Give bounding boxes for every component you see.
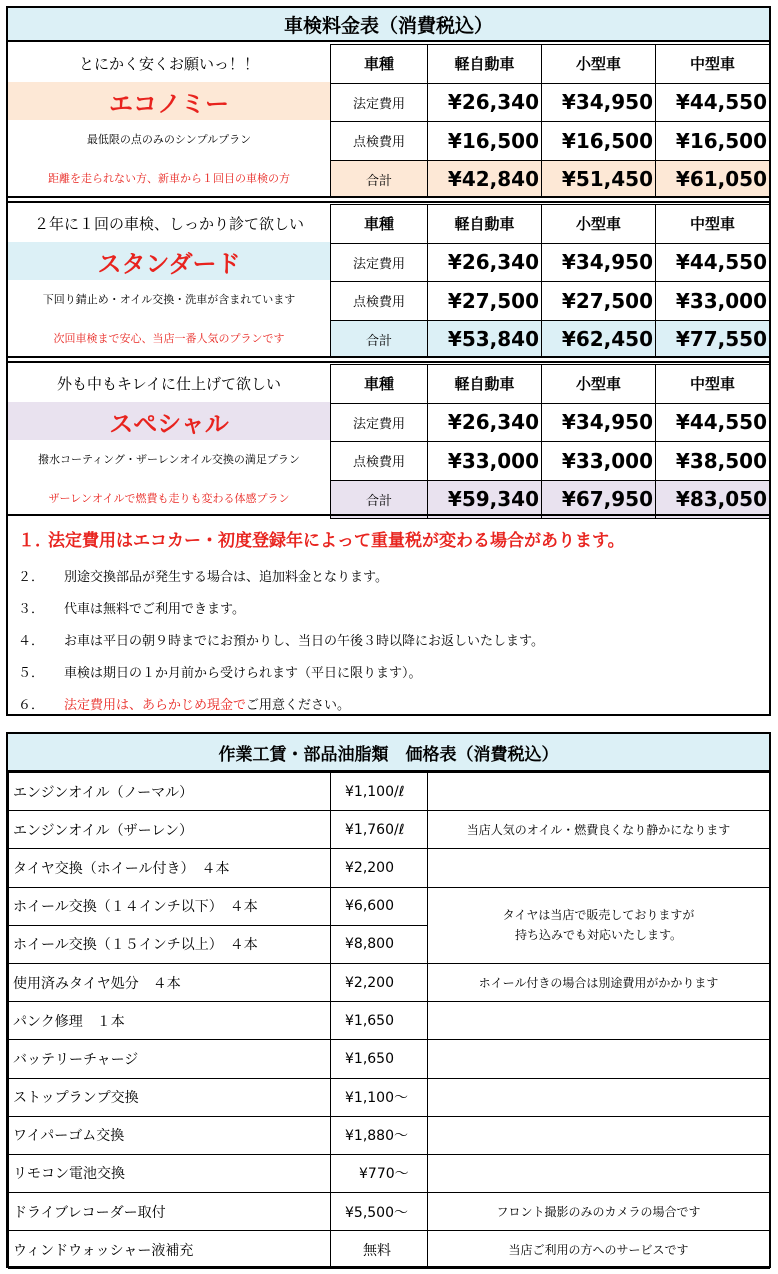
row-label: 点検費用 (331, 122, 428, 161)
item-name: ドライブレコーダー取付 (9, 1193, 331, 1231)
item-price: ¥1,100～ (331, 1078, 428, 1116)
notes-list (8, 514, 769, 714)
column-header: 小型車 (542, 45, 656, 84)
price-cell: ¥34,950 (542, 403, 656, 442)
item-name: ホイール交換（１５インチ以上） ４本 (9, 925, 331, 963)
column-header: 中型車 (656, 45, 770, 84)
item-memo: ホイール付きの場合は別途費用がかかります (428, 963, 770, 1001)
price-cell: ¥27,500 (542, 282, 656, 321)
plan-note: ザーレンオイルで燃費も走りも変わる体感プラン (48, 492, 290, 505)
table-row (9, 1002, 770, 1040)
fee-row (331, 83, 770, 122)
plan-name: スタンダード (8, 242, 330, 280)
plan-block (8, 364, 769, 518)
plan-price-table (330, 44, 770, 199)
column-header: 中型車 (656, 205, 770, 244)
item-name: タイヤ交換（ホイール付き） ４本 (9, 849, 331, 887)
price-cell: ¥53,840 (428, 320, 542, 359)
item-name: ワイパーゴム交換 (9, 1116, 331, 1154)
item-memo (428, 1040, 770, 1078)
note-number: ２． (18, 570, 45, 585)
fee-row (331, 403, 770, 442)
column-header: 車種 (331, 365, 428, 404)
note-number: ４． (18, 634, 45, 649)
item-memo (428, 1002, 770, 1040)
price-cell: ¥61,050 (656, 160, 770, 199)
item-price: ¥1,650 (331, 1002, 428, 1040)
fee-row (331, 282, 770, 321)
price-cell: ¥26,340 (428, 83, 542, 122)
item-name: ウィンドウォッシャー液補充 (9, 1231, 331, 1269)
item-memo: 当店人気のオイル・燃費良くなり静かになります (428, 811, 770, 849)
price-cell: ¥26,340 (428, 403, 542, 442)
plan-info (8, 44, 330, 198)
price-cell: ¥16,500 (542, 122, 656, 161)
item-price: 無料 (331, 1231, 428, 1269)
item-price: ¥1,880～ (331, 1116, 428, 1154)
plan-tagline: 外も中もキレイに仕上げて欲しい (56, 374, 282, 393)
note-text: 代車は無料でご利用できます。 (64, 602, 245, 617)
plan-description: 撥水コーティング・ザーレンオイル交換の満足プラン (38, 453, 300, 466)
note-item (18, 598, 245, 617)
item-price: ¥2,200 (331, 963, 428, 1001)
total-row (331, 160, 770, 199)
plan-name: スペシャル (8, 402, 330, 440)
table-header-row (331, 365, 770, 404)
plan-price-table (330, 204, 770, 359)
inspection-title: 車検料金表（消費税込） (8, 8, 769, 42)
price-cell: ¥16,500 (428, 122, 542, 161)
price-cell: ¥51,450 (542, 160, 656, 199)
price-cell: ¥44,550 (656, 243, 770, 282)
fee-row (331, 122, 770, 161)
item-price: ¥6,600 (331, 887, 428, 925)
table-row (9, 849, 770, 887)
row-label: 合計 (331, 320, 428, 359)
table-row (9, 963, 770, 1001)
item-price: ¥1,650 (331, 1040, 428, 1078)
plan-divider (8, 196, 769, 203)
item-memo (428, 1078, 770, 1116)
item-price: ¥1,760/ℓ (331, 811, 428, 849)
note-text: 法定費用はエコカー・初度登録年によって重量税が変わる場合があります。 (48, 531, 625, 551)
column-header: 車種 (331, 205, 428, 244)
item-memo (428, 1116, 770, 1154)
note-text: 車検は期日の１か月前から受けられます（平日に限ります）。 (64, 666, 422, 681)
price-cell: ¥83,050 (656, 480, 770, 519)
item-memo (428, 1154, 770, 1192)
plan-description: 最低限の点のみのシンプルプラン (86, 133, 252, 146)
table-row (9, 1193, 770, 1231)
column-header: 車種 (331, 45, 428, 84)
price-cell: ¥59,340 (428, 480, 542, 519)
price-cell: ¥33,000 (542, 442, 656, 481)
item-name: パンク修理 １本 (9, 1002, 331, 1040)
plan-block (8, 204, 769, 358)
price-cell: ¥34,950 (542, 83, 656, 122)
item-name: ホイール交換（１４インチ以下） ４本 (9, 887, 331, 925)
plan-note: 次回車検まで安心、当店一番人気のプランです (53, 332, 285, 345)
inspection-price-section (6, 6, 771, 716)
note-text: ご用意ください。 (246, 698, 351, 713)
price-cell: ¥42,840 (428, 160, 542, 199)
row-label: 法定費用 (331, 243, 428, 282)
row-label: 合計 (331, 480, 428, 519)
note-emphasis: 法定費用は、あらかじめ現金で (64, 698, 247, 713)
item-name: ストップランプ交換 (9, 1078, 331, 1116)
note-item (18, 694, 350, 713)
table-row (9, 1040, 770, 1078)
item-memo (428, 773, 770, 811)
table-row (9, 1154, 770, 1192)
parts-table (8, 772, 770, 1269)
item-name: 使用済みタイヤ処分 ４本 (9, 963, 331, 1001)
note-item (18, 526, 625, 551)
price-cell: ¥67,950 (542, 480, 656, 519)
table-header-row (331, 205, 770, 244)
plan-tagline: ２年に１回の車検、しっかり診て欲しい (33, 214, 304, 233)
price-cell: ¥62,450 (542, 320, 656, 359)
fee-row (331, 243, 770, 282)
note-number: ３． (18, 602, 45, 617)
row-label: 点検費用 (331, 442, 428, 481)
item-name: エンジンオイル（ノーマル） (9, 773, 331, 811)
plan-divider (8, 356, 769, 363)
column-header: 軽自動車 (428, 365, 542, 404)
note-item (18, 566, 388, 585)
plan-description: 下回り錆止め・オイル交換・洗車が含まれています (42, 293, 296, 306)
note-number: ５． (18, 666, 45, 681)
item-name: エンジンオイル（ザーレン） (9, 811, 331, 849)
total-row (331, 320, 770, 359)
row-label: 法定費用 (331, 403, 428, 442)
fee-row (331, 442, 770, 481)
plan-price-table (330, 364, 770, 519)
plan-note: 距離を走られない方、新車から１回目の車検の方 (48, 172, 290, 185)
price-cell: ¥26,340 (428, 243, 542, 282)
parts-price-section (6, 732, 771, 1268)
price-cell: ¥77,550 (656, 320, 770, 359)
price-cell: ¥33,000 (656, 282, 770, 321)
total-row (331, 480, 770, 519)
item-name: リモコン電池交換 (9, 1154, 331, 1192)
table-header-row (331, 45, 770, 84)
price-cell: ¥44,550 (656, 83, 770, 122)
note-item (18, 662, 422, 681)
plan-block (8, 44, 769, 198)
table-row (9, 1231, 770, 1269)
item-memo: 当店ご利用の方へのサービスです (428, 1231, 770, 1269)
price-cell: ¥44,550 (656, 403, 770, 442)
item-memo: フロント撮影のみのカメラの場合です (428, 1193, 770, 1231)
table-row (9, 887, 770, 925)
item-memo: タイヤは当店で販売しておりますが 持ち込みでも対応いたします。 (428, 887, 770, 963)
item-name: バッテリーチャージ (9, 1040, 331, 1078)
row-label: 法定費用 (331, 83, 428, 122)
column-header: 小型車 (542, 365, 656, 404)
item-price: ¥2,200 (331, 849, 428, 887)
item-price: ¥770～ (331, 1154, 428, 1192)
item-price: ¥1,100/ℓ (331, 773, 428, 811)
plan-name: エコノミー (8, 82, 330, 120)
row-label: 合計 (331, 160, 428, 199)
item-price: ¥8,800 (331, 925, 428, 963)
price-cell: ¥38,500 (656, 442, 770, 481)
price-cell: ¥33,000 (428, 442, 542, 481)
plan-info (8, 204, 330, 358)
price-cell: ¥16,500 (656, 122, 770, 161)
note-text: お車は平日の朝９時までにお預かりし、当日の午後３時以降にお返しいたします。 (64, 634, 544, 649)
column-header: 軽自動車 (428, 205, 542, 244)
column-header: 中型車 (656, 365, 770, 404)
table-row (9, 1078, 770, 1116)
table-row (9, 1116, 770, 1154)
table-row (9, 773, 770, 811)
price-cell: ¥34,950 (542, 243, 656, 282)
price-cell: ¥27,500 (428, 282, 542, 321)
note-number: １． (18, 531, 52, 551)
row-label: 点検費用 (331, 282, 428, 321)
plan-info (8, 364, 330, 518)
note-item (18, 630, 544, 649)
item-memo (428, 849, 770, 887)
parts-title: 作業工賃・部品油脂類 価格表（消費税込） (8, 734, 769, 772)
note-number: ６． (18, 698, 45, 713)
plan-tagline: とにかく安くお願いっ！！ (78, 54, 259, 73)
note-text: 別途交換部品が発生する場合は、追加料金となります。 (64, 570, 388, 585)
table-row (9, 811, 770, 849)
item-price: ¥5,500～ (331, 1193, 428, 1231)
column-header: 小型車 (542, 205, 656, 244)
column-header: 軽自動車 (428, 45, 542, 84)
